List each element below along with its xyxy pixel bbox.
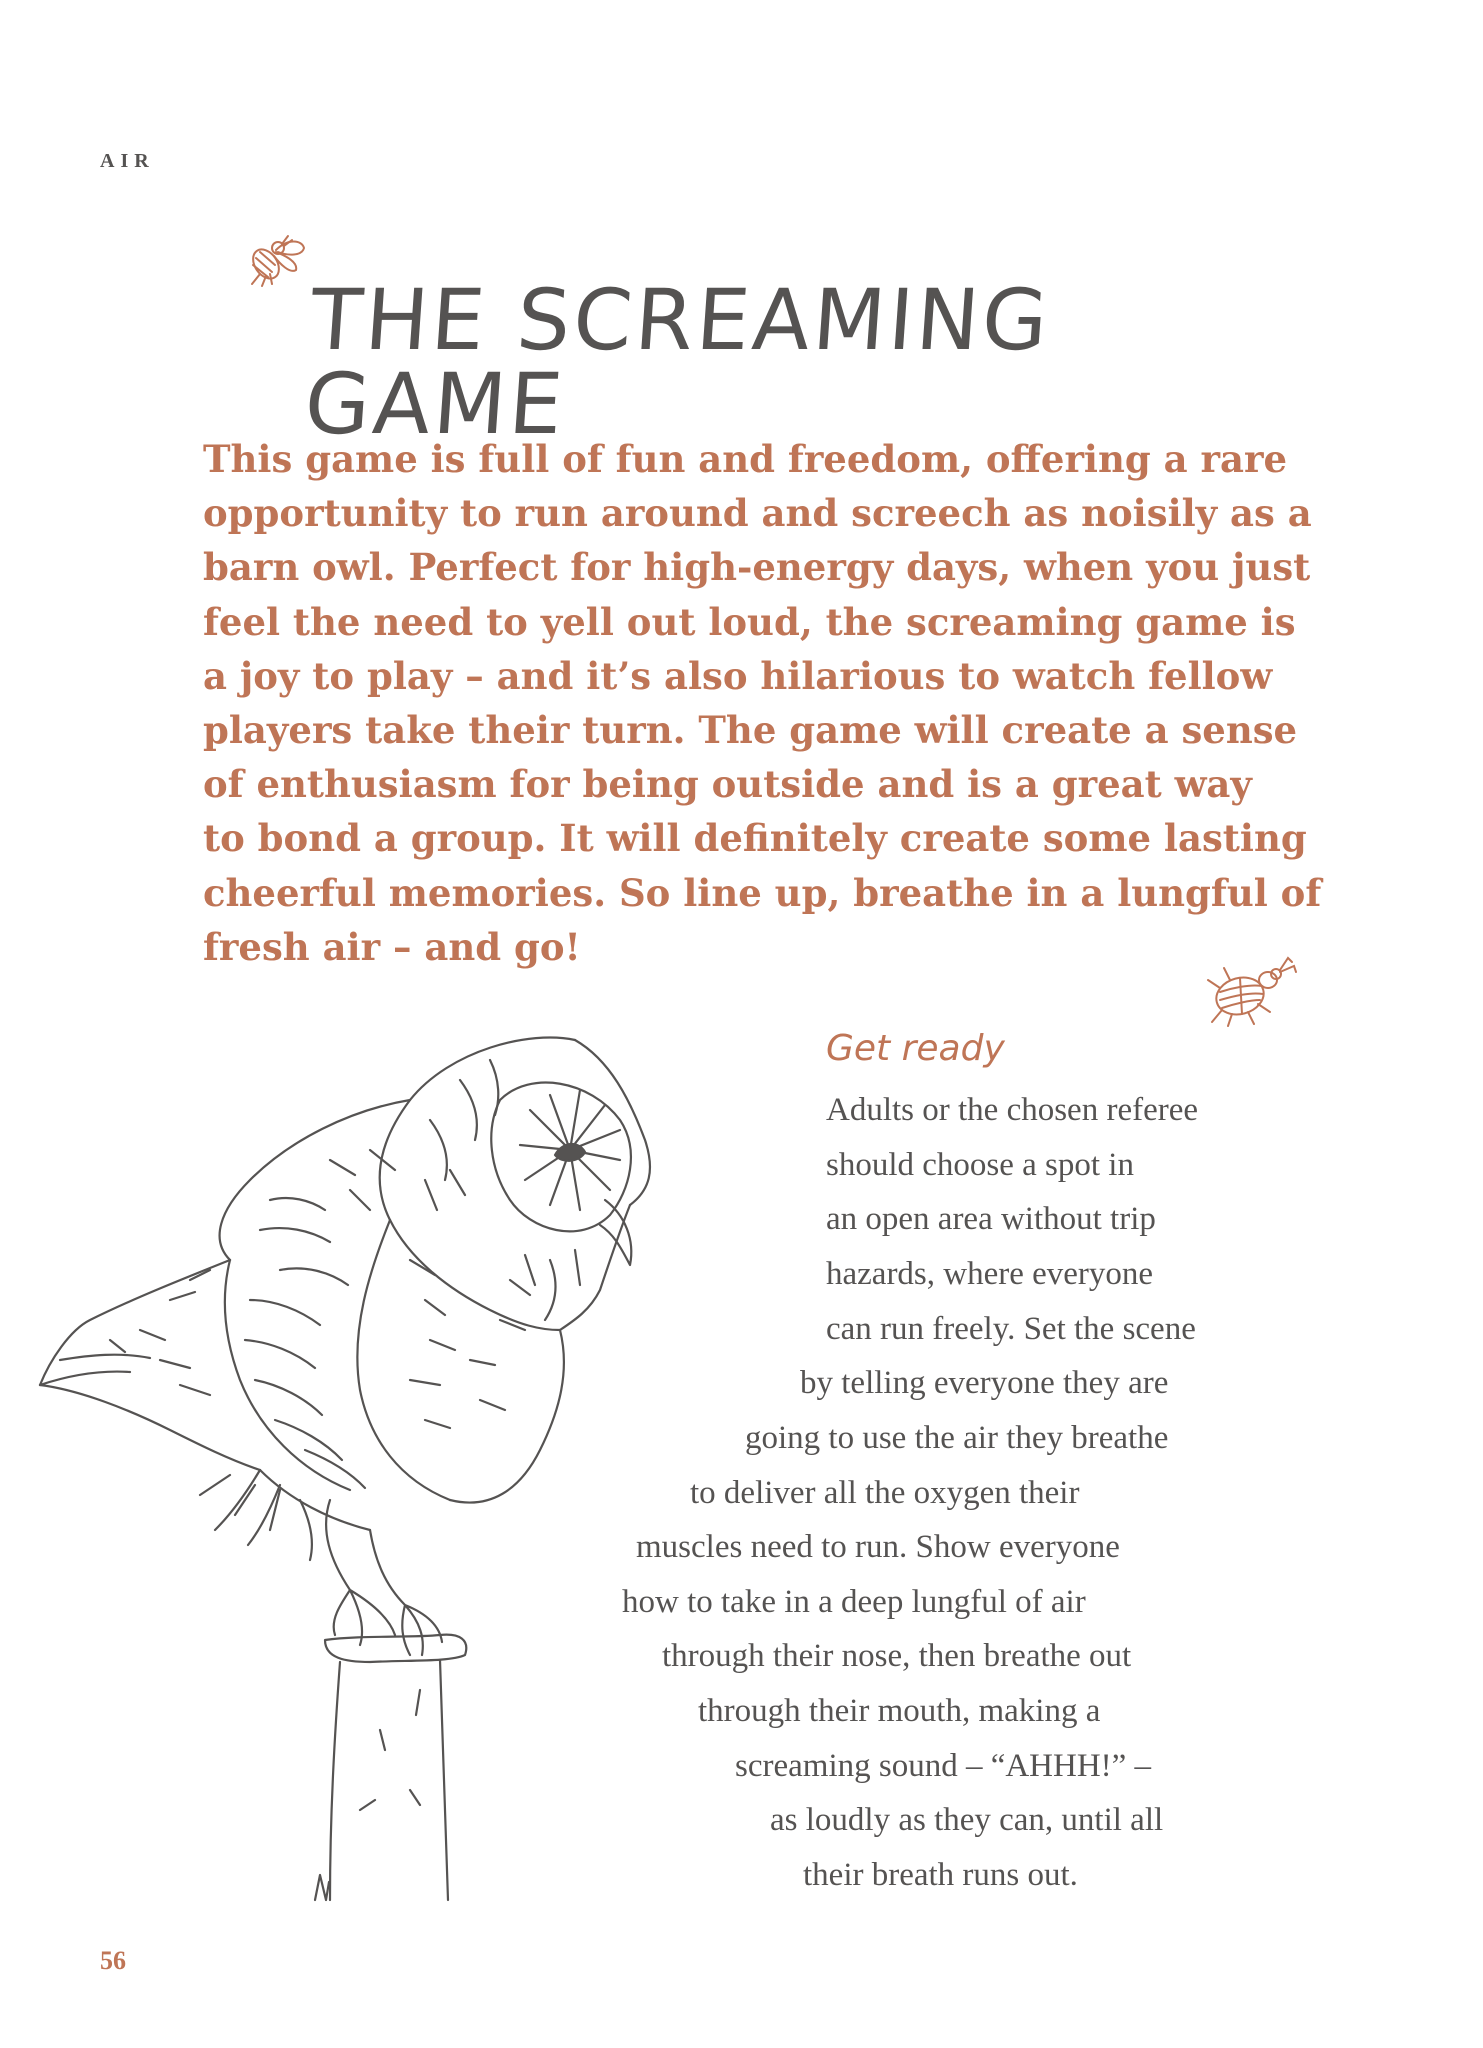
body-line: should choose a spot in [826,1147,1134,1183]
beetle-icon [1200,950,1300,1030]
page-number: 56 [100,1946,126,1975]
intro-line: fresh air – and go! [203,924,581,969]
body-line: through their mouth, making a [698,1693,1101,1729]
body-line: how to take in a deep lungful of air [622,1584,1086,1620]
intro-line: to bond a group. It will definitely create some lasting [203,816,1307,861]
intro-line: opportunity to run around and screech as noisily as a [203,491,1312,536]
intro-paragraph [203,432,1322,974]
page-title: THE SCREAMING GAME [301,271,1054,453]
intro-line: a joy to play – and it’s also hilarious to watch fellow [203,653,1273,698]
body-line: to deliver all the oxygen their [690,1475,1080,1511]
intro-line: cheerful memories. So line up, breathe in a lungful of [203,870,1322,915]
body-line: as loudly as they can, until all [770,1802,1164,1838]
body-line: their breath runs out. [803,1857,1078,1893]
intro-line: players take their turn. The game will create a sense [203,708,1298,753]
body-line: muscles need to run. Show everyone [636,1529,1120,1565]
bee-icon [242,228,312,290]
body-line: an open area without trip [826,1201,1156,1237]
body-line: through their nose, then breathe out [662,1638,1132,1674]
barn-owl-illustration [30,1030,790,1930]
body-line: hazards, where everyone [826,1256,1154,1292]
intro-line: feel the need to yell out loud, the screaming game is [203,599,1296,644]
body-line: Adults or the chosen referee [826,1092,1199,1128]
body-line: by telling everyone they are [800,1365,1169,1401]
body-line: screaming sound – “AHHH!” – [735,1748,1152,1784]
body-line: can run freely. Set the scene [826,1311,1196,1347]
get-ready-heading: Get ready [826,1028,1005,1069]
intro-line: barn owl. Perfect for high-energy days, when you just [203,545,1311,590]
intro-line: of enthusiasm for being outside and is a great way [203,762,1252,807]
intro-line: This game is full of fun and freedom, offering a rare [203,437,1288,481]
section-label: AIR [100,150,155,172]
body-line: going to use the air they breathe [745,1420,1169,1456]
